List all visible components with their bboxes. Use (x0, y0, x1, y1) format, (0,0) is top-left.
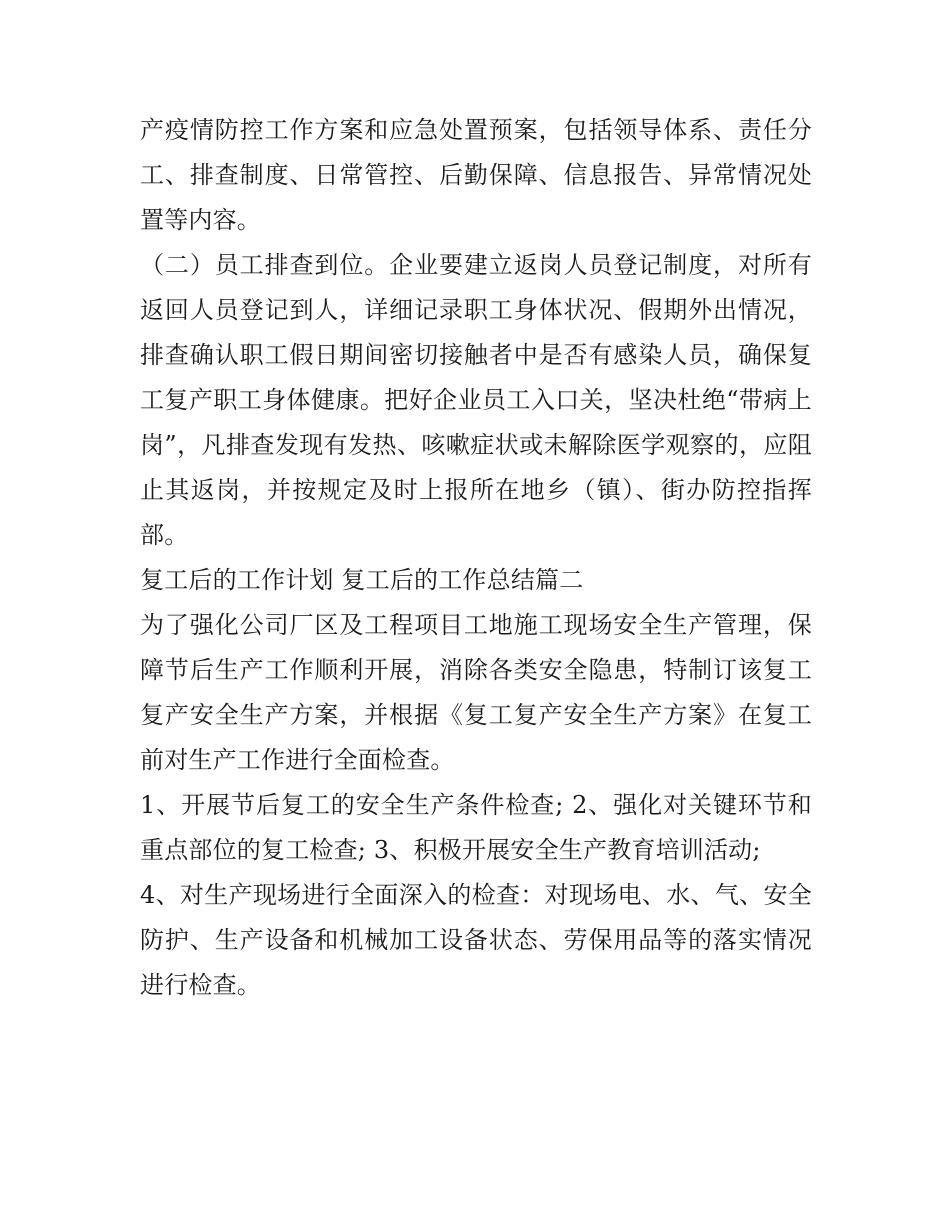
document-page (140, 108, 812, 1008)
paragraph-3: 为了强化公司厂区及工程项目工地施工现场安全生产管理，保障节后生产工作顺利开展，消除各类安全隐患，特制订该复工复产安全生产方案，并根据《复工复产安全生产方案》在复工前对生产工作进行全面检查。 (140, 611, 812, 774)
paragraph-4: 1、开展节后复工的安全生产条件检查; 2、强化对关键环节和重点部位的复工检查; 3、积极开展安全生产教育培训活动; (140, 791, 812, 864)
paragraph-1: 产疫情防控工作方案和应急处置预案，包括领导体系、责任分工、排查制度、日常管控、后勤保障、信息报告、异常情况处置等内容。 (140, 116, 812, 234)
section-heading: 复工后的工作计划 复工后的工作总结篇二 (140, 566, 584, 594)
paragraph-2: （二）员工排查到位。企业要建立返岗人员登记制度，对所有返回人员登记到人，详细记录职工身体状况、假期外出情况，排查确认职工假日期间密切接触者中是否有感染人员，确保复工复产职工身体健康。把好企业员工入口关，坚决杜绝“带病上岗”，凡排查发现有发热、咳嗽症状或未解除医学观察的，应阻止其返岗，并按规定及时上报所在地乡（镇）、街办防控指挥部。 (140, 251, 812, 549)
paragraph-5: 4、对生产现场进行全面深入的检查：对现场电、水、气、安全防护、生产设备和机械加工设备状态、劳保用品等的落实情况进行检查。 (140, 881, 812, 999)
